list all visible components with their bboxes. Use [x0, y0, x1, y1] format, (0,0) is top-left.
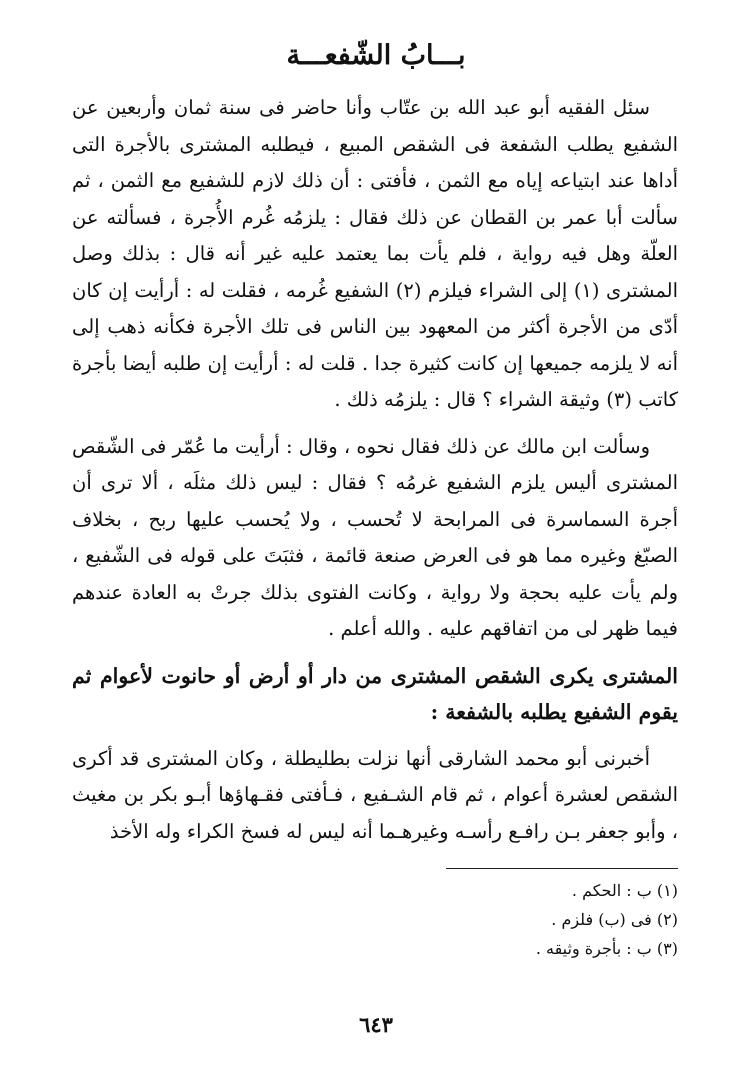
footnote: (٣) ب : بأجرة وثيقه .	[535, 939, 678, 958]
chapter-title: بـــابُ الشّفعـــة	[286, 40, 466, 71]
section-heading: المشترى يكرى الشقص المشترى من دار أو أرض أو حانوت لأعوام ثم يقوم الشفيع يطلبه بالشفعة :	[72, 663, 678, 724]
page-number: ٦٤٣	[359, 1012, 393, 1037]
section-paragraph: أخبرنى أبو محمد الشارقى أنها نزلت بطليطلة ، وكان المشترى قد أكرى الشقص لعشرة أعوام ، ثم قام الشـفيع ، فـأفتى فقـهاؤها أبـو بكر بن مغيث ، وأبو جعفر بـن رافـع رأسـه وغيرهـما أنه ليس له فسخ الكراء وله الأخذ	[72, 746, 678, 843]
footnote-divider	[446, 868, 678, 869]
footnote: (٢) فى (ب) فلزم .	[551, 910, 678, 929]
paragraph: وسألت ابن مالك عن ذلك فقال نحوه ، وقال : أرأيت ما عُمّر فى الشّقص المشترى أليس يلزم الشفيع غرمُه ؟ فقال : ليس ذلك مثلَه ، ألا ترى أن أجرة السماسرة فى المرابحة لا تُحسب ، ولا يُحسب عليها ربح ، بخلاف الصبّغ وغيره مما هو فى العرض صنعة قائمة ، فثبَتَ على قوله فى الشّفيع ، ولم يأت عليه بحجة ولا رواية ، وكانت الفتوى بذلك جرتْ به العادة عندهم فيما ظهر لى من اتفاقهم عليه . والله أعلم .	[72, 434, 678, 640]
footnote: (١) ب : الحكم .	[571, 881, 678, 900]
footnotes	[300, 876, 678, 963]
main-text	[72, 90, 678, 850]
paragraph: سئل الفقيه أبو عبد الله بن عتّاب وأنا حاضر فى سنة ثمان وأربعين عن الشفيع يطلب الشفعة فى الشقص المبيع ، فيطلبه المشترى بالأجرة التى أداها عند ابتياعه إياه مع الثمن ، فأفتى : أن ذلك لازم للشفيع مع الثمن ، ثم سألت أبا عمر بن القطان عن ذلك فقال : يلزمُه غُرم الأُجرة ، فسألته عن العلّة وهل فيه رواية ، فلم يأت بما يعتمد عليه غير أنه قال : بذلك وصل المشترى (١) إلى الشراء فيلزم (٢) الشفيع غُرمه ، فقلت له : أرأيت إن كان أدّى من الأجرة أكثر من المعهود بين الناس فى تلك الأجرة فكأنه ذهب إلى أنه لا يلزمه جميعها إن كانت كثيرة جدا . قلت له : أرأيت إن طلبه أيضا بأجرة كاتب (٣) وثيقة الشراء ؟ قال : يلزمُه ذلك .	[72, 96, 678, 411]
